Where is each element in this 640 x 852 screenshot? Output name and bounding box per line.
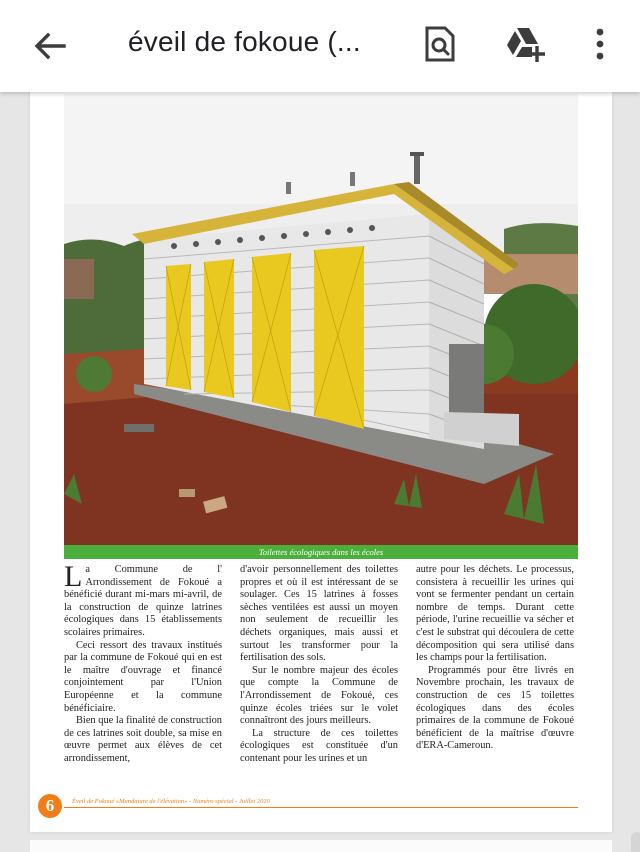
article-photo: [64, 94, 578, 545]
more-options-button[interactable]: [578, 22, 622, 66]
paragraph: Programmés pour être livrés en Novembre prochain, les travaux de construction de ces 15 toilettes écologiques dans des écoles primaires de la commune de Fokoué bénéficient de la maîtrise d'œuvre d'ERA-Cameroun.: [416, 664, 574, 752]
article-column-2: [240, 564, 398, 766]
paragraph: La structure de ces toilettes écologiques est constituée d'un contenant pour les urines et un: [240, 727, 398, 764]
paragraph: Sur le nombre majeur des écoles que compte la Commune de l'Arrondissement de Fokoué, ces quinze écoles triées sur le volet connaîtront des jours meilleurs.: [240, 664, 398, 727]
next-page-edge: [30, 840, 612, 852]
paragraph-text: a Commune de l' Arrondissement de Fokoué a bénéficié durant mi-mars mi-avril, de la construction de quinze latrines écologiques dans 15 établissements scolaires primaires.: [64, 564, 222, 638]
page-number-badge: 6: [38, 794, 62, 818]
document-page[interactable]: [30, 92, 612, 832]
dropcap: L: [64, 560, 83, 593]
paragraph: autre pour les déchets. Le processus, consistera à recueillir les urines qui vont se fermenter pendant un certain nombre de temps. Durant cette période, l'urine recueillie va sécher et c'est le substrat qui découlera de cette décomposition qui sera utilisé dans les champs pour la fertilisation.: [416, 564, 574, 664]
article-body: [64, 560, 578, 794]
arrow-back-icon: [28, 24, 72, 68]
paragraph: Bien que la finalité de construction de ces latrines soit double, sa mise en œuvre permet aux élèves de cet arrondissement,: [64, 715, 222, 764]
footer-text: Éveil de Fokoué «Mandature de l'élévation» - Numéro spécial - Juillet 2020: [72, 798, 270, 805]
search-document-icon: [423, 25, 457, 63]
paragraph: Ceci ressort des travaux institués par la commune de Fokoué qui en est le maître d'ouvrage et financé conjointement par l'Union Européenne et la commune bénéficiaire.: [64, 639, 222, 714]
photo-caption: Toilettes écologiques dans les écoles: [258, 547, 384, 557]
app-bar: [0, 0, 640, 92]
more-vert-icon: [594, 26, 606, 62]
photo-caption-bar: [64, 545, 578, 559]
footer-divider: [64, 807, 578, 808]
scrollbar-thumb[interactable]: [631, 832, 640, 852]
article-column-1: [64, 560, 222, 766]
article-column-3: [416, 564, 574, 753]
document-title: éveil de fokoue (...: [128, 26, 361, 57]
document-viewer[interactable]: [0, 92, 640, 852]
search-in-document-button[interactable]: [418, 22, 462, 66]
add-to-drive-button[interactable]: [502, 22, 546, 66]
back-button[interactable]: [28, 24, 72, 68]
paragraph: [64, 560, 222, 640]
paragraph: d'avoir personnellement des toilettes propres et où il est intéressant de se soulager. Ces 15 latrines à fosses sèches ventilées est aussi un moyen non seulement de recueillir les déchets organiques, mais aussi et surtout les transformer pour la fertilisation des sols.: [240, 564, 398, 664]
add-to-drive-icon: [502, 24, 546, 64]
